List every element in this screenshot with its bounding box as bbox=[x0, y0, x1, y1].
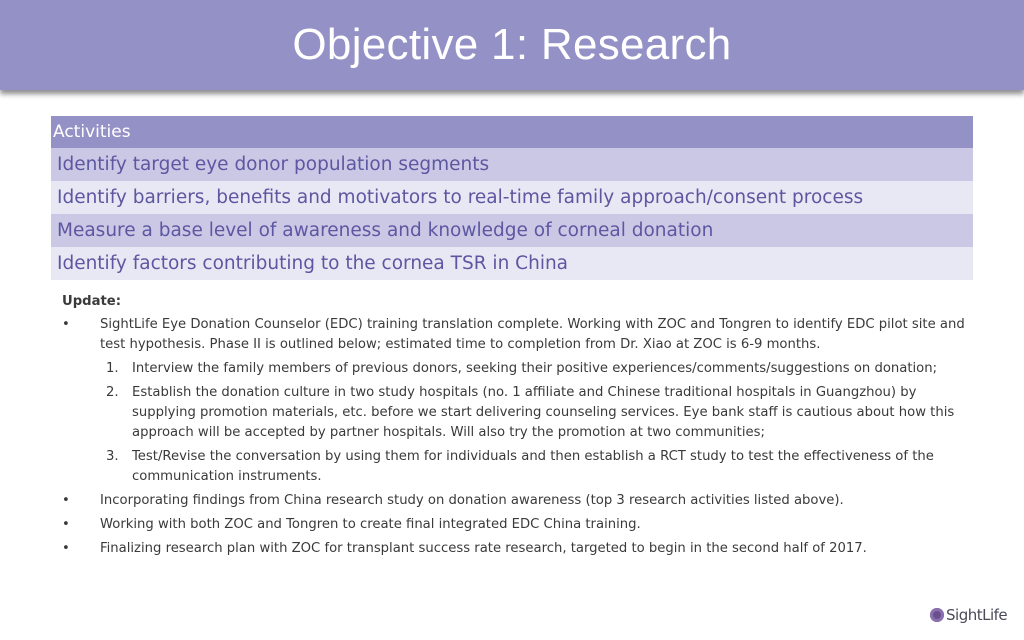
table-row: Identify factors contributing to the cornea TSR in China bbox=[51, 247, 973, 280]
bullet-icon: • bbox=[62, 493, 70, 508]
table-row: Measure a base level of awareness and knowledge of corneal donation bbox=[51, 214, 973, 247]
bullet-icon: • bbox=[62, 517, 70, 532]
numbered-item-text: Interview the family members of previous donors, seeking their positive experiences/comments/suggestions on donation; bbox=[132, 361, 938, 376]
bullet-icon: • bbox=[62, 317, 70, 332]
list-item-text: SightLife Eye Donation Counselor (EDC) training translation complete. Working with ZOC and Tongren to identify EDC pilot site and test hypothesis. Phase II is outlined below; estimated time to completion from Dr. Xiao at ZOC is 6-9 months. bbox=[100, 317, 965, 352]
list-item bbox=[62, 515, 978, 535]
sightlife-logo bbox=[930, 606, 1007, 624]
slide-title: Objective 1: Research bbox=[292, 20, 732, 69]
list-item-text: Working with both ZOC and Tongren to create final integrated EDC China training. bbox=[100, 517, 641, 532]
list-item bbox=[62, 315, 978, 355]
activities-table bbox=[51, 116, 973, 280]
table-row: Identify barriers, benefits and motivators to real-time family approach/consent process bbox=[51, 181, 973, 214]
eye-logo-icon bbox=[930, 608, 944, 622]
numbered-item-text: Test/Revise the conversation by using them for individuals and then establish a RCT study to test the effectiveness of the communication instruments. bbox=[132, 449, 934, 484]
numbered-item bbox=[62, 383, 978, 443]
numbered-item bbox=[62, 447, 978, 487]
table-row: Identify target eye donor population segments bbox=[51, 148, 973, 181]
list-item-text: Incorporating findings from China research study on donation awareness (top 3 research activities listed above). bbox=[100, 493, 844, 508]
list-item-text: Finalizing research plan with ZOC for transplant success rate research, targeted to begin in the second half of 2017. bbox=[100, 541, 867, 556]
update-heading: Update: bbox=[62, 294, 122, 309]
logo-text: SightLife bbox=[946, 606, 1008, 624]
item-number: 1. bbox=[106, 361, 119, 376]
numbered-item bbox=[62, 359, 978, 379]
item-number: 2. bbox=[106, 385, 119, 400]
numbered-item-text: Establish the donation culture in two study hospitals (no. 1 affiliate and Chinese traditional hospitals in Guangzhou) by supplying promotion materials, etc. before we start delivering counseling services. Eye bank staff is cautious about how this approach will be accepted by partner hospitals. Will also try the promotion at two communities; bbox=[132, 385, 955, 440]
list-item bbox=[62, 539, 978, 559]
list-item bbox=[62, 491, 978, 511]
title-bar bbox=[0, 0, 1024, 90]
table-header: Activities bbox=[51, 116, 973, 148]
update-section bbox=[62, 292, 978, 563]
item-number: 3. bbox=[106, 449, 119, 464]
bullet-icon: • bbox=[62, 541, 70, 556]
